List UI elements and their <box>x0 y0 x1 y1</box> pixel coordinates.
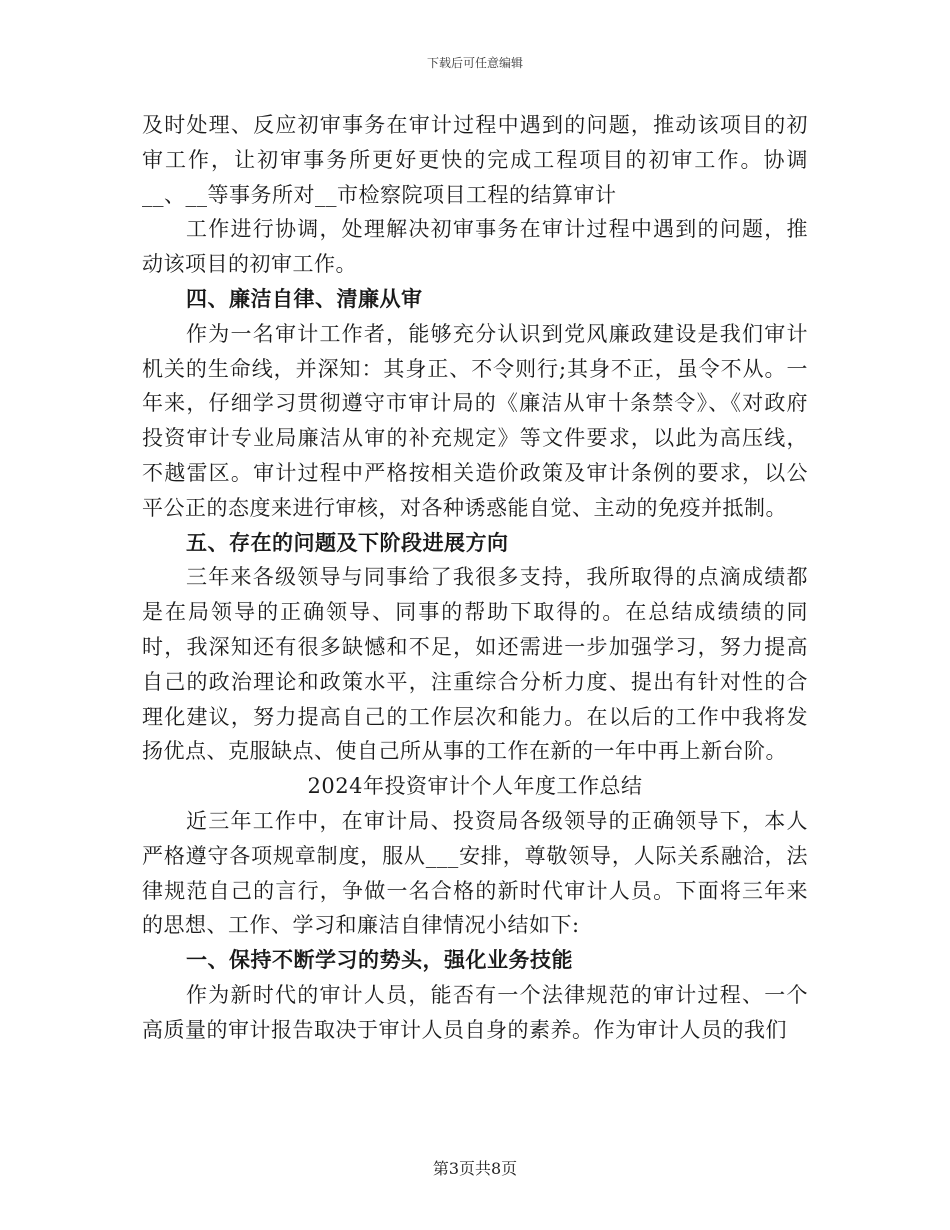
page-header: 下载后可任意编辑 <box>426 56 523 70</box>
paragraph: 作为新时代的审计人员，能否有一个法律规范的审计过程、一个高质量的审计报告取决于审计人员自身的素养。作为审计人员的我们 <box>142 982 808 1042</box>
section-heading: 一、保持不断学习的势头，强化业务技能 <box>186 947 573 973</box>
paragraph: 近三年工作中，在审计局、投资局各级领导的正确领导下，本人严格遵守各项规章制度，服从___安排，尊敬领导，人际关系融洽，法律规范自己的言行，争做一名合格的新时代审计人员。下面将三年来的思想、工作、学习和廉洁自律情况小结如下: <box>142 808 808 938</box>
document-title: 2024年投资审计个人年度工作总结 <box>307 774 643 799</box>
page-footer: 第3页共8页 <box>432 1159 518 1178</box>
paragraph: 三年来各级领导与同事给了我很多支持，我所取得的点滴成绩都是在局领导的正确领导、同事的帮助下取得的。在总结成绩绩的同时，我深知还有很多缺憾和不足，如还需进一步加强学习，努力提高自己的政治理论和政策水平，注重综合分析力度、提出有针对性的合理化建议，努力提高自己的工作层次和能力。在以后的工作中我将发扬优点、克服缺点、使自己所从事的工作在新的一年中再上新台阶。 <box>142 565 808 764</box>
document-body <box>142 108 808 1048</box>
section-heading: 四、廉洁自律、清廉从审 <box>186 285 423 311</box>
paragraph: 及时处理、反应初审事务在审计过程中遇到的问题，推动该项目的初审工作，让初审事务所更好更快的完成工程项目的初审工作。协调__、__等事务所对__市检察院项目工程的结算审计 <box>142 113 808 207</box>
paragraph: 作为一名审计工作者，能够充分认识到党风廉政建设是我们审计机关的生命线，并深知：其身正、不令则行;其身不正，虽令不从。一年来，仔细学习贯彻遵守市审计局的《廉洁从审十条禁令》、《对政府投资审计专业局廉洁从审的补充规定》等文件要求，以此为高压线，不越雷区。审计过程中严格按相关造价政策及审计条例的要求，以公平公正的态度来进行审核，对各种诱惑能自觉、主动的免疫并抵制。 <box>142 321 808 520</box>
paragraph: 工作进行协调，处理解决初审事务在审计过程中遇到的问题，推动该项目的初审工作。 <box>142 217 808 277</box>
section-heading: 五、存在的问题及下阶段进展方向 <box>186 529 509 555</box>
